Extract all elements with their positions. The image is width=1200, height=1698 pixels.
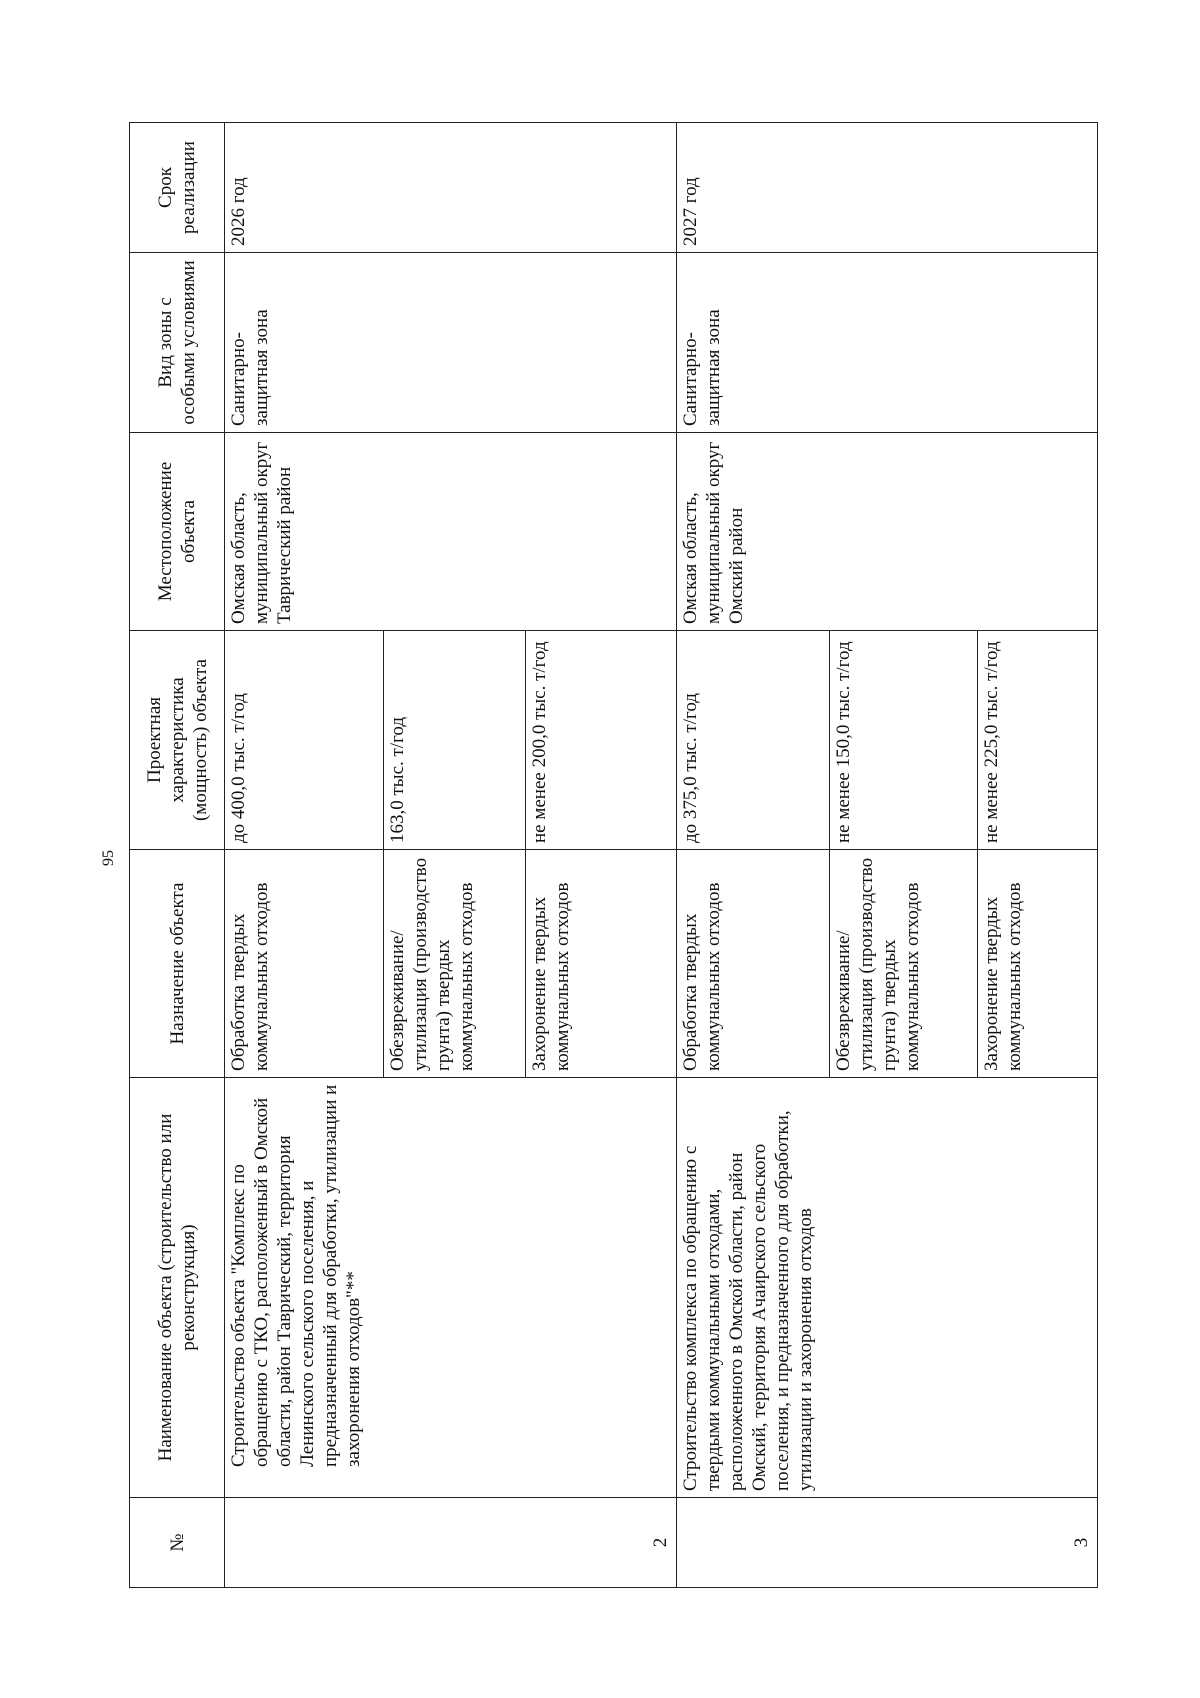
object-purpose: Обезвреживание/ утилизация (производство грунта) твердых коммунальных отходов — [829, 850, 977, 1078]
object-location: Омская область, муниципальный округ Омский район — [676, 433, 1097, 631]
page-number: 95 — [100, 850, 117, 866]
implementation-term: 2027 год — [676, 123, 1097, 253]
object-capacity: не менее 150,0 тыс. т/год — [829, 631, 977, 850]
row-number: 3 — [676, 1498, 1097, 1588]
object-purpose: Захоронение твердых коммунальных отходов — [525, 850, 676, 1078]
object-purpose: Обработка твердых коммунальных отходов — [225, 850, 384, 1078]
header-row — [130, 123, 225, 1588]
header-num: № — [130, 1498, 225, 1588]
zone-type: Санитарно-защитная зона — [676, 253, 1097, 433]
object-capacity: не менее 225,0 тыс. т/год — [977, 631, 1097, 850]
object-location: Омская область, муниципальный округ Таврический район — [225, 433, 677, 631]
zone-type: Санитарно-защитная зона — [225, 253, 677, 433]
objects-table — [129, 122, 1098, 1588]
header-zone: Вид зоны с особыми условиями — [130, 253, 225, 433]
table-row — [676, 123, 829, 1588]
object-capacity: до 375,0 тыс. т/год — [676, 631, 829, 850]
rotated-table-container — [129, 123, 1098, 1588]
implementation-term: 2026 год — [225, 123, 677, 253]
table-row — [225, 123, 384, 1588]
header-capacity: Проектная характеристика (мощность) объекта — [130, 631, 225, 850]
header-term: Срок реализации — [130, 123, 225, 253]
object-purpose: Обезвреживание/ утилизация (производство грунта) твердых коммунальных отходов — [383, 850, 525, 1078]
row-number: 2 — [225, 1498, 677, 1588]
header-location: Местоположение объекта — [130, 433, 225, 631]
header-name: Наименование объекта (строительство или реконструкция) — [130, 1078, 225, 1498]
object-capacity: не менее 200,0 тыс. т/год — [525, 631, 676, 850]
header-purpose: Назначение объекта — [130, 850, 225, 1078]
object-capacity: 163,0 тыс. т/год — [383, 631, 525, 850]
object-purpose: Обработка твердых коммунальных отходов — [676, 850, 829, 1078]
object-name: Строительство объекта "Комплекс по обращению с ТКО, расположенный в Омской области, район Таврический, территория Ленинского сельского поселения, и предназначенный для обработки, утилизации и захоронения отходов"** — [225, 1078, 677, 1498]
object-purpose: Захоронение твердых коммунальных отходов — [977, 850, 1097, 1078]
object-name: Строительство комплекса по обращению с твердыми коммунальными отходами, расположенного в Омской области, район Омский, территория Ачаирского сельского поселения, и предназначенного для обработки, утилизации и захоронения отходов — [676, 1078, 1097, 1498]
object-capacity: до 400,0 тыс. т/год — [225, 631, 384, 850]
